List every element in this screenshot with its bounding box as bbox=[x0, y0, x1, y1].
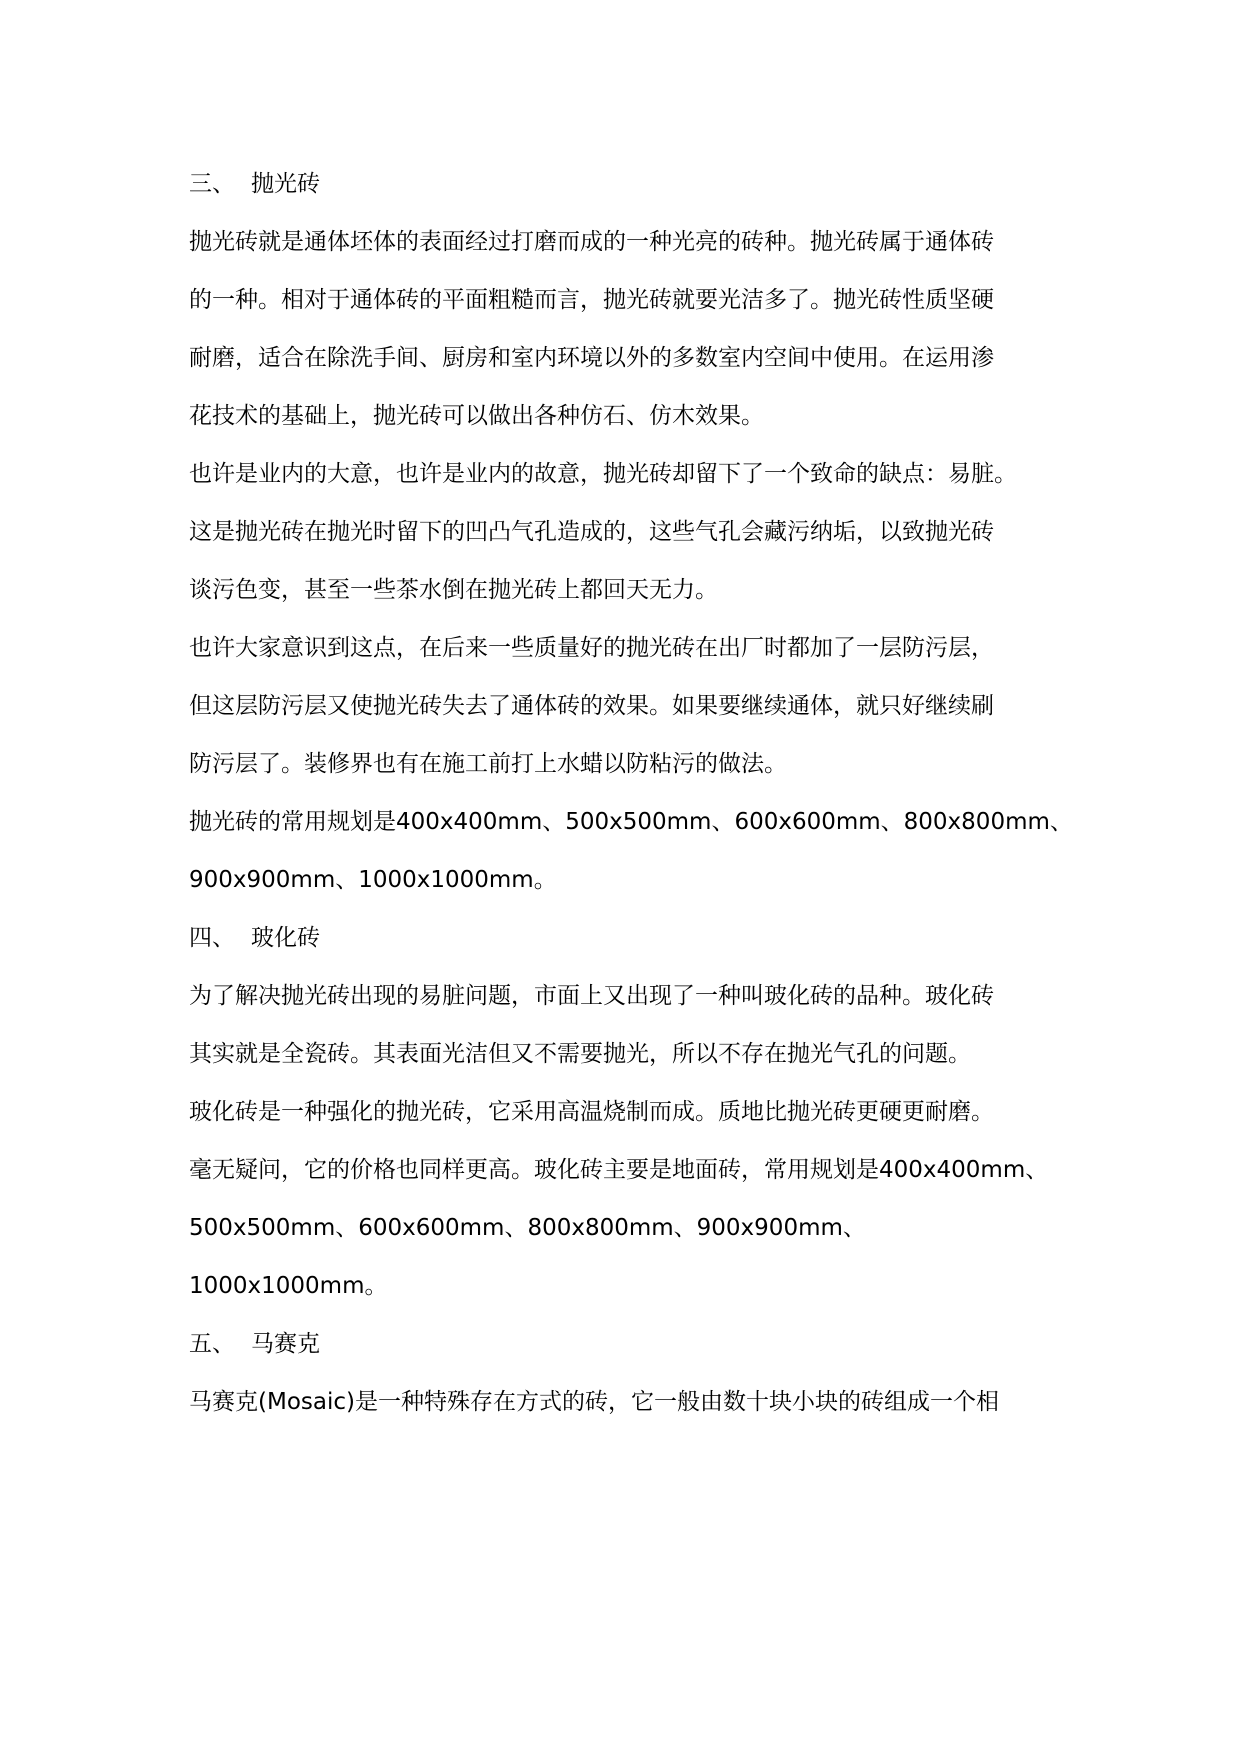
paragraph-line: 但这层防污层又使抛光砖失去了通体砖的效果。如果要继续通体，就只好继续刷 bbox=[189, 693, 994, 719]
section-heading-polished-tile bbox=[189, 164, 1089, 204]
paragraph-line: 毫无疑问，它的价格也同样更高。玻化砖主要是地面砖，常用规划是400x400mm、 bbox=[189, 1157, 1049, 1183]
paragraph-line: 900x900mm、1000x1000mm。 bbox=[189, 867, 557, 893]
paragraph-line: 其实就是全瓷砖。其表面光洁但又不需要抛光，所以不存在抛光气孔的问题。 bbox=[189, 1041, 971, 1067]
section-title: 马赛克 bbox=[251, 1331, 320, 1357]
paragraph-line: 谈污色变，甚至一些茶水倒在抛光砖上都回天无力。 bbox=[189, 577, 718, 603]
paragraph-line: 花技术的基础上，抛光砖可以做出各种仿石、仿木效果。 bbox=[189, 403, 764, 429]
paragraph-line: 抛光砖就是通体坯体的表面经过打磨而成的一种光亮的砖种。抛光砖属于通体砖 bbox=[189, 229, 994, 255]
paragraph-line: 玻化砖是一种强化的抛光砖，它采用高温烧制而成。质地比抛光砖更硬更耐磨。 bbox=[189, 1099, 994, 1125]
paragraph-line: 防污层了。装修界也有在施工前打上水蜡以防粘污的做法。 bbox=[189, 751, 787, 777]
section-heading-vitrified-tile bbox=[189, 918, 1089, 958]
paragraph-line: 这是抛光砖在抛光时留下的凹凸气孔造成的，这些气孔会藏污纳垢，以致抛光砖 bbox=[189, 519, 994, 545]
section-heading-mosaic bbox=[189, 1324, 1089, 1364]
paragraph-line: 500x500mm、600x600mm、800x800mm、900x900mm、 bbox=[189, 1215, 866, 1241]
section-number: 四、 bbox=[189, 925, 235, 951]
paragraph-line: 也许是业内的大意，也许是业内的故意，抛光砖却留下了一个致命的缺点：易脏。 bbox=[189, 461, 1017, 487]
paragraph-line: 耐磨，适合在除洗手间、厨房和室内环境以外的多数室内空间中使用。在运用渗 bbox=[189, 345, 994, 371]
paragraph-line: 马赛克(Mosaic)是一种特殊存在方式的砖，它一般由数十块小块的砖组成一个相 bbox=[189, 1389, 999, 1415]
section-number: 五、 bbox=[189, 1331, 235, 1357]
paragraph-line: 为了解决抛光砖出现的易脏问题，市面上又出现了一种叫玻化砖的品种。玻化砖 bbox=[189, 983, 994, 1009]
section-title: 抛光砖 bbox=[251, 171, 320, 197]
paragraph-line: 1000x1000mm。 bbox=[189, 1273, 388, 1299]
paragraph-line: 也许大家意识到这点，在后来一些质量好的抛光砖在出厂时都加了一层防污层， bbox=[189, 635, 994, 661]
paragraph-line: 的一种。相对于通体砖的平面粗糙而言，抛光砖就要光洁多了。抛光砖性质坚硬 bbox=[189, 287, 994, 313]
section-number: 三、 bbox=[189, 171, 235, 197]
section-title: 玻化砖 bbox=[251, 925, 320, 951]
paragraph-line: 抛光砖的常用规划是400x400mm、500x500mm、600x600mm、800x800mm、 bbox=[189, 809, 1073, 835]
